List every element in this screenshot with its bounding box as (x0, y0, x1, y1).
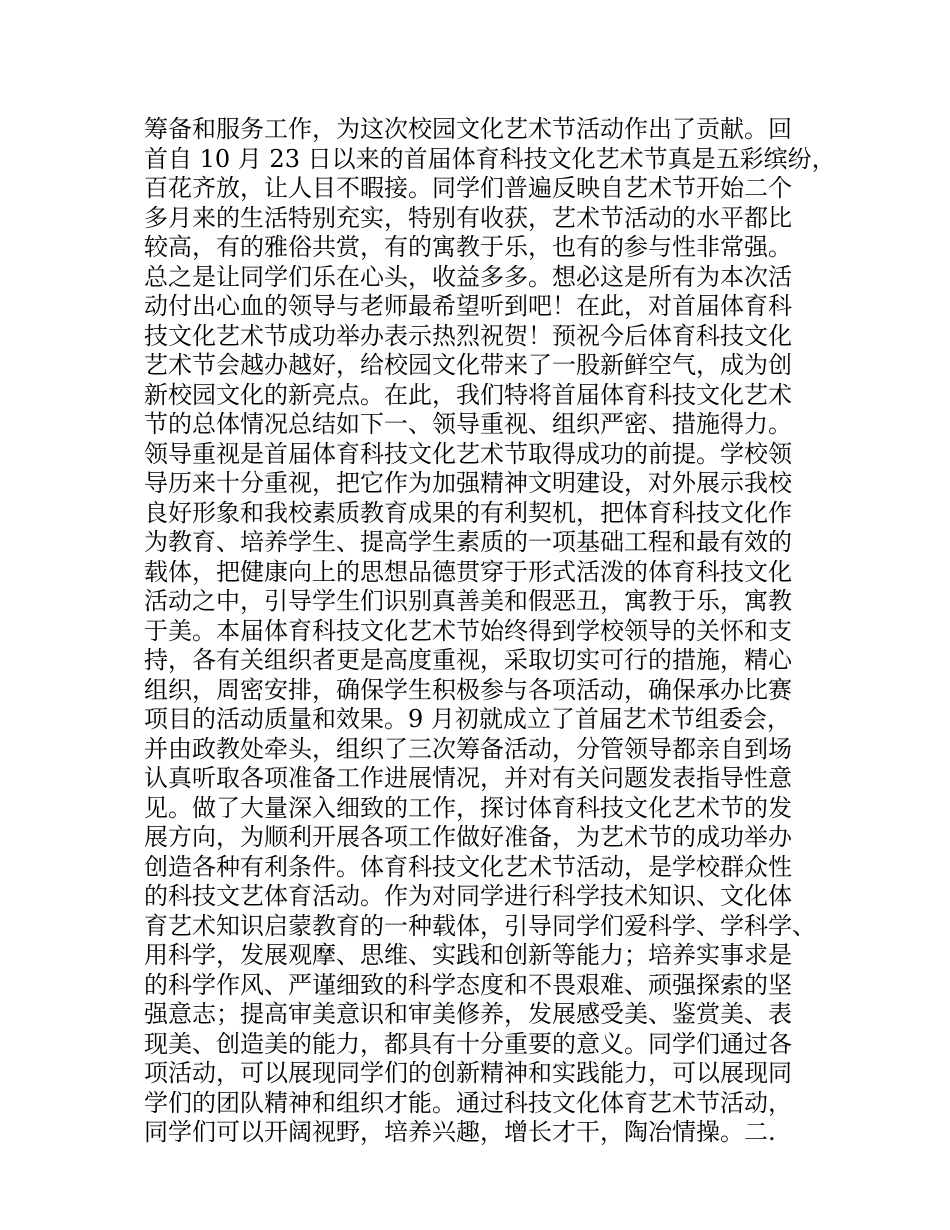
text-line: 领导重视是首届体育科技文化艺术节取得成功的前提。学校领 (144, 439, 792, 468)
text-line: 组织，周密安排，确保学生积极参与各项活动，确保承办比赛 (144, 675, 792, 704)
text-line: 认真听取各项准备工作进展情况，并对有关问题发表指导性意 (144, 764, 792, 792)
text-line: 项活动，可以展现同学们的创新精神和实践能力，可以展现同 (144, 1059, 792, 1087)
text-line: 活动之中，引导学生们识别真善美和假恶丑，寓教于乐，寓教 (144, 587, 792, 615)
text-line: 持，各有关组织者更是高度重视，采取切实可行的措施，精心 (144, 646, 792, 674)
text-line: 良好形象和我校素质教育成果的有利契机，把体育科技文化作 (144, 498, 792, 527)
text-line: 导历来十分重视，把它作为加强精神文明建设，对外展示我校 (144, 469, 792, 497)
text-line: 较高，有的雅俗共赏，有的寓教于乐，也有的参与性非常强。 (144, 233, 792, 261)
text-line: 技文化艺术节成功举办表示热烈祝贺！预祝今后体育科技文化 (144, 321, 792, 350)
text-line: 为教育、培养学生、提高学生素质的一项基础工程和最有效的 (144, 528, 792, 556)
text-line: 项目的活动质量和效果。9 月初就成立了首届艺术节组委会， (144, 705, 791, 733)
text-line: 学们的团队精神和组织才能。通过科技文化体育艺术节活动， (144, 1088, 792, 1117)
text-line: 的科学作风、严谨细致的科学态度和不畏艰难、顽强探索的坚 (144, 970, 792, 999)
text-line: 新校园文化的新亮点。在此，我们特将首届体育科技文化艺术 (144, 380, 792, 409)
text-line: 节的总体情况总结如下一、领导重视、组织严密、措施得力。 (144, 410, 792, 438)
text-line: 总之是让同学们乐在心头，收益多多。想必这是所有为本次活 (144, 262, 792, 291)
text-line: 用科学，发展观摩、思维、实践和创新等能力；培养实事求是 (144, 941, 792, 969)
text-line: 强意志；提高审美意识和审美修养，发展感受美、鉴赏美、表 (144, 1000, 792, 1028)
text-line: 百花齐放，让人目不暇接。同学们普遍反映自艺术节开始二个 (144, 174, 792, 202)
text-line: 多月来的生活特别充实，特别有收获，艺术节活动的水平都比 (144, 203, 792, 232)
text-line: 展方向，为顺利开展各项工作做好准备，为艺术节的成功举办 (144, 823, 792, 851)
text-line: 首自 10 月 23 日以来的首届体育科技文化艺术节真是五彩缤纷， (144, 144, 836, 173)
text-line: 动付出心血的领导与老师最希望听到吧！在此，对首届体育科 (144, 292, 792, 320)
text-line: 于美。本届体育科技文化艺术节始终得到学校领导的关怀和支 (144, 616, 792, 645)
text-line: 创造各种有利条件。体育科技文化艺术节活动，是学校群众性 (144, 852, 792, 881)
text-line: 育艺术知识启蒙教育的一种载体，引导同学们爱科学、学科学、 (144, 911, 816, 940)
text-line: 载体，把健康向上的思想品德贯穿于形式活泼的体育科技文化 (144, 557, 792, 586)
text-line: 现美、创造美的能力，都具有十分重要的意义。同学们通过各 (144, 1029, 792, 1058)
text-line: 见。做了大量深入细致的工作，探讨体育科技文化艺术节的发 (144, 793, 792, 822)
text-line: 筹备和服务工作，为这次校园文化艺术节活动作出了贡献。回 (144, 115, 792, 143)
text-line: 的科技文艺体育活动。作为对同学进行科学技术知识、文化体 (144, 882, 792, 910)
body-text (144, 115, 844, 1148)
text-line: 同学们可以开阔视野，培养兴趣，增长才干，陶冶情操。二. (144, 1118, 776, 1146)
text-line: 艺术节会越办越好，给校园文化带来了一股新鲜空气，成为创 (144, 351, 792, 379)
text-line: 并由政教处牵头，组织了三次筹备活动，分管领导都亲自到场 (144, 734, 792, 763)
